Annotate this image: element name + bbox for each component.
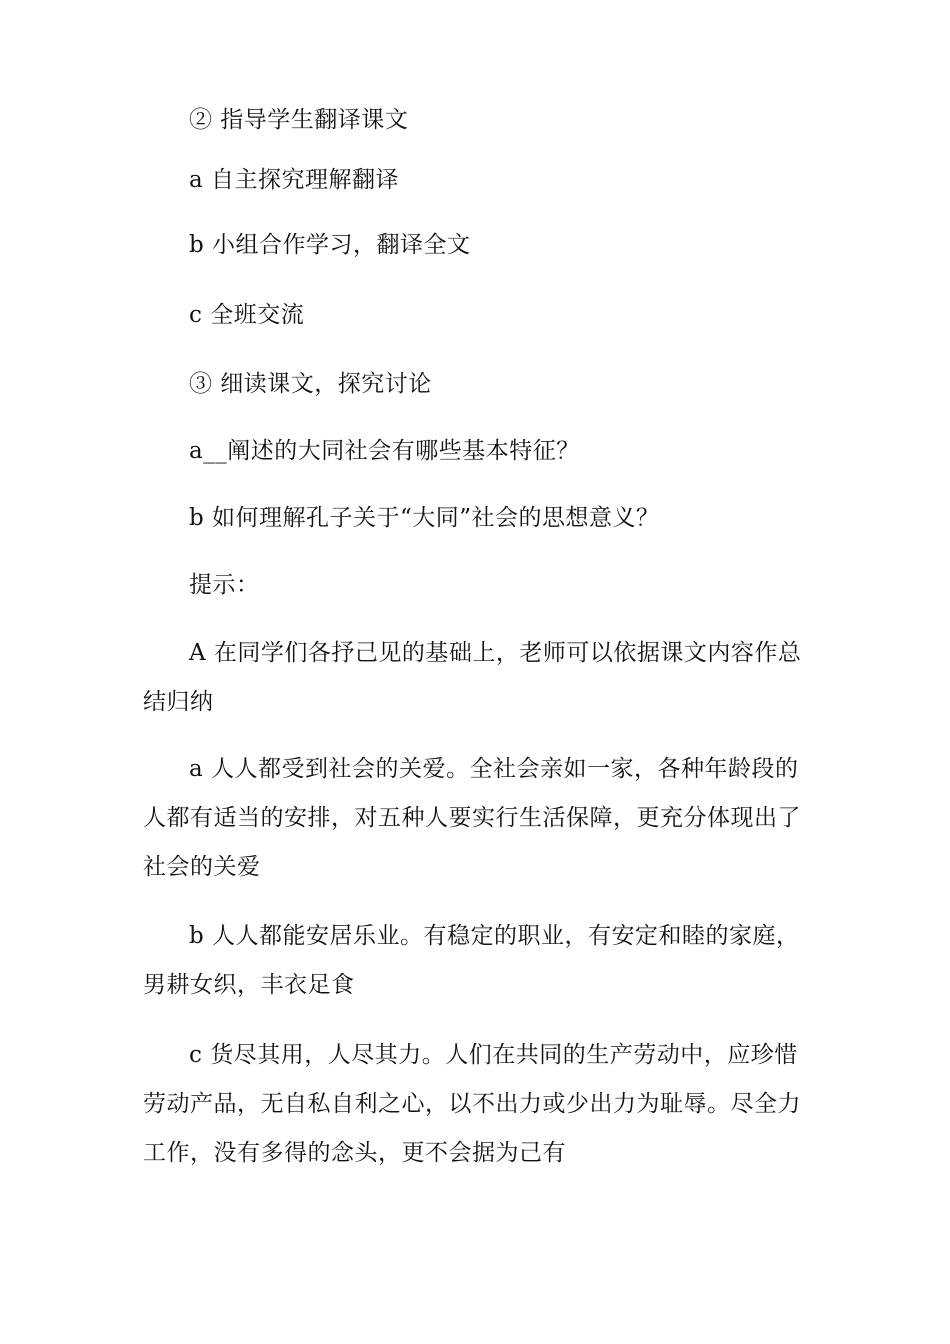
step-2-item-c: c 全班交流 <box>189 302 305 328</box>
hint-label: 提示： <box>189 572 260 598</box>
paragraph-point-a <box>143 745 803 892</box>
paragraph-point-c <box>143 1031 803 1178</box>
step-3-heading: ③ 细读课文，探究讨论 <box>189 371 432 397</box>
paragraph-line: 人都有适当的安排，对五种人要实行生活保障，更充分体现出了 <box>143 805 801 831</box>
step-3-question-a: a__阐述的大同社会有哪些基本特征？ <box>189 438 580 464</box>
paragraph-line: 劳动产品，无自私自利之心，以不出力或少出力为耻辱。尽全力 <box>143 1091 801 1117</box>
step-2-item-a: a 自主探究理解翻译 <box>189 167 400 193</box>
paragraph-line: 社会的关爱 <box>143 854 261 880</box>
step-2-item-b: b 小组合作学习，翻译全文 <box>189 232 471 258</box>
paragraph-line: 男耕女织，丰衣足食 <box>143 972 355 998</box>
paragraph-point-b <box>143 912 803 1010</box>
step-3-question-b: b 如何理解孔子关于“大同”社会的思想意义？ <box>189 505 660 531</box>
paragraph-summary <box>143 629 803 727</box>
paragraph-line: 结归纳 <box>143 689 214 715</box>
paragraph-line: A 在同学们各抒己见的基础上，老师可以依据课文内容作总 <box>189 640 802 666</box>
paragraph-line: 工作，没有多得的念头，更不会据为己有 <box>143 1140 566 1166</box>
paragraph-line: c 货尽其用，人尽其力。人们在共同的生产劳动中，应珍惜 <box>189 1042 798 1068</box>
paragraph-line: b 人人都能安居乐业。有稳定的职业，有安定和睦的家庭， <box>189 923 800 949</box>
paragraph-line: a 人人都受到社会的关爱。全社会亲如一家，各种年龄段的 <box>189 756 799 782</box>
step-2-heading: ② 指导学生翻译课文 <box>189 107 409 133</box>
